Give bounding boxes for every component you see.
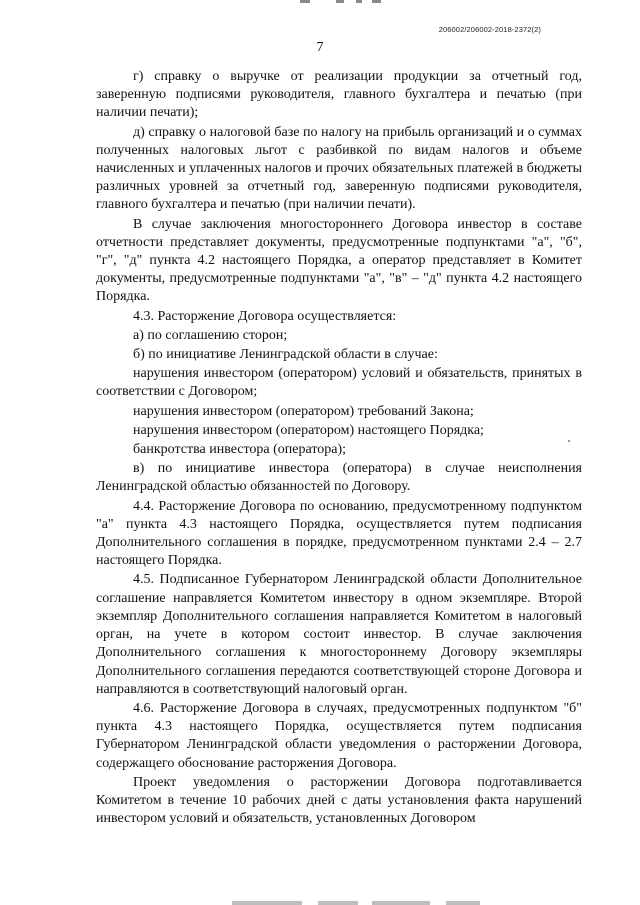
page-number: 7: [316, 40, 324, 55]
paragraph-g-revenue-certificate: г) справку о выручке от реализации продукции за отчетный год, заверенную подписями руководителя, главного бухгалтера и печатью (при наличии печати);: [96, 69, 582, 121]
paragraph-multilateral-reporting: В случае заключения многостороннего Договора инвестор в составе отчетности представляет документы, предусмотренные подпунктами "а", "б", "г", "д" пункта 4.2 настоящего Порядка, а оператор представляет в Комитет документы, предусмотренные подпунктами "а", "в" – "д" пункта 4.2 настоящего Порядка.: [96, 216, 582, 305]
paragraph-4-3-a: а) по соглашению сторон;: [133, 327, 288, 343]
paragraph-4-5: 4.5. Подписанное Губернатором Ленинградской области Дополнительное соглашение направляется Комитетом инвестору в одном экземпляре. Второй экземпляр Дополнительного соглашения направляется Комитетом в налоговый орган, на учете в котором состоит инвестор. В случае заключения Дополнительного соглашения к многостороннему Договору экземпляры Дополнительного соглашения передаются соответствующей стороне Договора и направляются в соответствующий налоговый орган.: [96, 572, 582, 697]
paragraph-4-6: 4.6. Расторжение Договора в случаях, предусмотренных подпунктом "б" пункта 4.3 настоящего Порядка, осуществляется путем подписания Губернатором Ленинградской области уведомления о расторжении Договора, содержащего обоснование расторжения Договора.: [96, 700, 582, 771]
scan-speck: [568, 440, 570, 442]
paragraph-4-3-b-item-4: банкротства инвестора (оператора);: [133, 442, 347, 458]
paragraph-4-3-b-item-3: нарушения инвестором (оператором) настоящего Порядка;: [133, 422, 484, 438]
paragraph-4-3-b-item-1: нарушения инвестором (оператором) условий и обязательств, принятых в соответствии с Договором;: [96, 366, 582, 400]
paragraph-4-3-b-item-2: нарушения инвестором (оператором) требований Закона;: [133, 403, 474, 419]
scan-artifact-bottom: [0, 899, 640, 905]
paragraph-4-4: 4.4. Расторжение Договора по основанию, предусмотренному подпунктом "а" пункта 4.3 настоящего Порядка, осуществляется путем подписания Дополнительного соглашения в порядке, предусмотренном пунктами 2.4 – 2.7 настоящего Порядка.: [96, 498, 582, 569]
paragraph-notice-draft: Проект уведомления о расторжении Договора подготавливается Комитетом в течение 10 рабочих дней с даты установления факта нарушений инвестором условий и обязательств, установленных Договором: [96, 774, 582, 827]
document-body: [96, 68, 582, 828]
paragraph-4-3-v: в) по инициативе инвестора (оператора) в случае неисполнения Ленинградской областью обязанностей по Договору.: [96, 461, 582, 495]
scan-artifact-top: [0, 0, 640, 4]
paragraph-4-3-heading: 4.3. Расторжение Договора осуществляется:: [133, 308, 397, 324]
document-id: 206002/206002-2018-2372(2): [438, 25, 541, 34]
paragraph-4-3-b: б) по инициативе Ленинградской области в случае:: [133, 347, 438, 363]
paragraph-d-tax-base-certificate: д) справку о налоговой базе по налогу на прибыль организаций и о суммах полученных налоговых льгот с разбивкой по видам налогов и объеме начисленных и уплаченных налогов и прочих обязательных платежей в бюджеты различных уровней за отчетный год, заверенную подписями руководителя, главного бухгалтера и печатью (при наличии печати).: [96, 124, 582, 213]
